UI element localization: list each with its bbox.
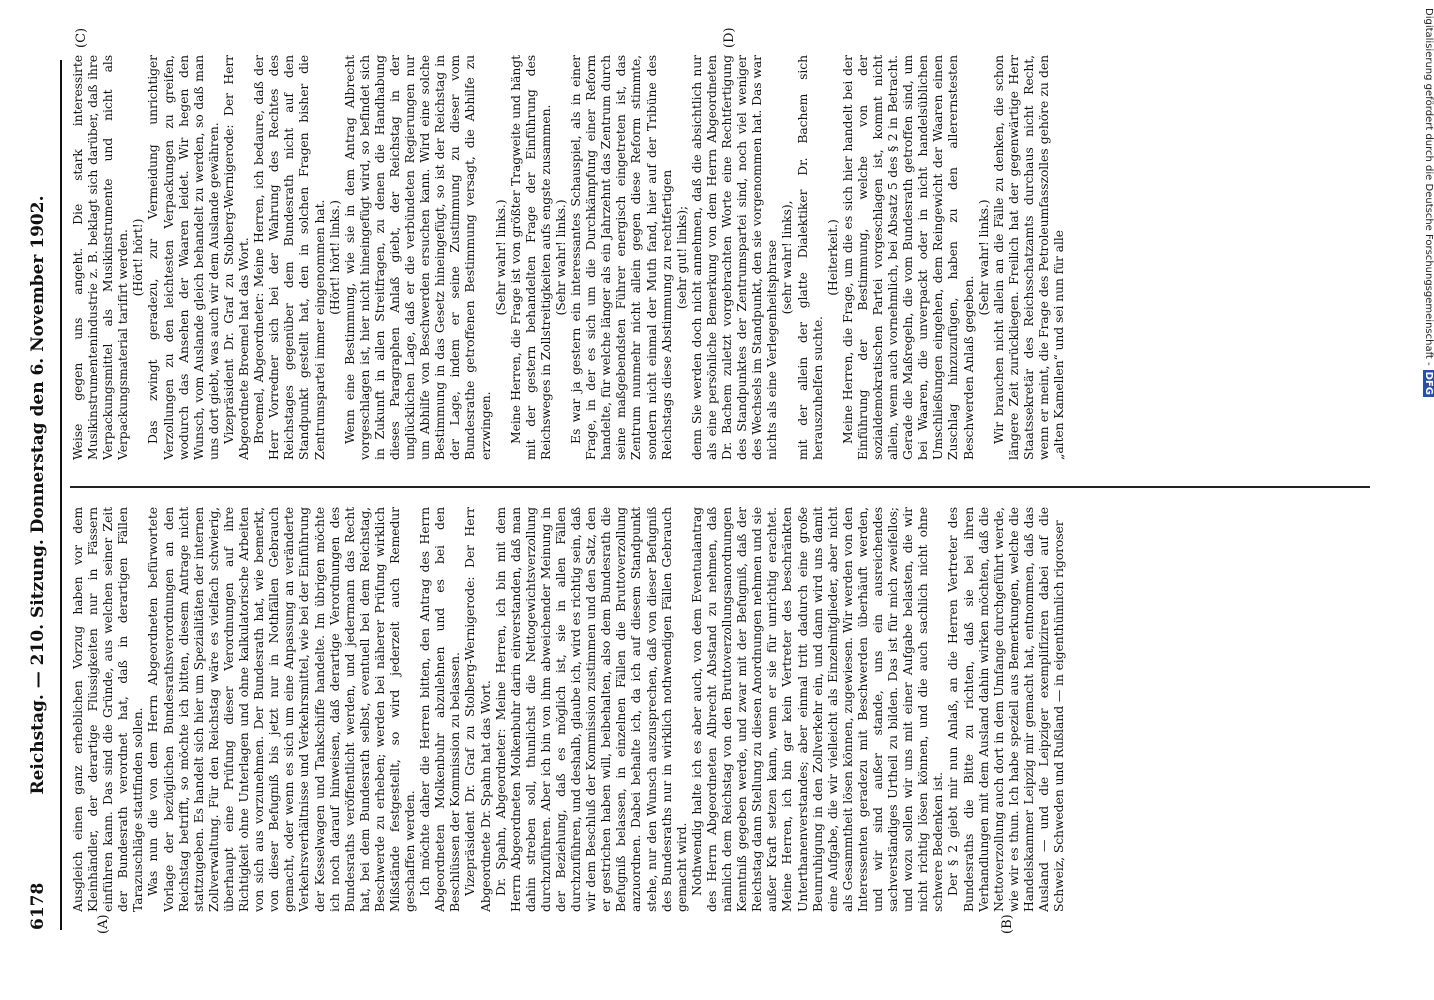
interjection: (sehr wahr! links), [779,200,795,315]
interjection: (Sehr wahr! links.) [492,199,508,316]
interjection: (Sehr wahr! links.) [553,199,568,316]
paragraph: Wir brauchen nicht allein an die Fälle zu denken, die schon längere Zeit zurückliegen. Freilich hat der gegenwärtige Herr Staatssekretär des Reichsschatzamts durchaus nicht Recht, wenn er meint, die Frage des Petroleumfasszolles gehöre zu den „alten Kamellen“ und sei nun für alle [990,55,1067,460]
paragraph: Ausgleich einen ganz erheblichen Vorzug haben vor dem Kleinhändler, der derartige Flüssigkeiten nur in Fässern einführen kann. Das sind die Gründe, aus welchen seiner Zeit der Bundesrath verordnet hat, daß in derartigen Fällen Tarazuschläge stattfinden sollen. [70,507,146,912]
paragraph: Meine Herren, die Frage ist von größter Tragweite und hängt mit der gestern behandelten Frage der Einführung des Reichsweges in Zollstreitigkeiten aufs engste zusammen. [507,55,553,460]
paragraph: mit der allein der glatte Dialektiker Dr. Bachem sich herauszuhelfen suchte. [794,55,825,460]
stamp-text: Digitalisierung gefördert durch die Deutsche Forschungsgemeinschaft - [1423,8,1434,366]
margin-marker-d: (D) [722,27,737,48]
page-running-title: Reichstag. — 210. Sitzung. Donnerstag den 6. November 1902. [28,195,48,795]
margin-marker-b: (B) [1000,914,1015,934]
left-column [70,507,1420,912]
paragraph: Vizepräsident Dr. Graf zu Stolberg-Wernigerode: Der Herr Abgeordnete Dr. Spahn hat das Wort. [462,507,493,912]
paragraph: Nothwendig halte ich es aber auch, von dem Eventualantrag des Herrn Abgeordneten Albrecht Abstand zu nehmen, daß nämlich dem Reichstag von den Bruttoverzollungsanordnungen Kenntniß gegeben werde, und zwar mit der Befugniß, daß der Reichstag dann Stellung zu diesen Anordnungen nehmen und sie außer Kraft setzen kann, wenn er sie für unrichtig erachtet. Meine Herren, ich bin gar kein Vertreter des beschränkten Unterthanenverstandes; aber einmal tritt dadurch eine große Beunruhigung in den Zollverkehr ein, und dann wird uns damit eine Aufgabe, die wir vielleicht als Einzelmitglieder, aber nicht als Gesammtheit lösen können, zugewiesen. Wir werden von den Interessenten geradezu mit Beschwerden überhäuft werden, und wir sind außer stande, uns ein ausreichendes sachverständiges Urtheil zu bilden. Das ist für mich zweifellos; und wozu sollen wir uns mit einer Aufgabe belasten, die wir nicht richtig lösen können, und die auch sachlich nicht ohne schwere Bedenken ist. [688,507,946,912]
paragraph: Das zwingt geradezu, zur Vermeidung unrichtiger Verzollungen zu den leichtesten Verpackungen zu greifen, wodurch das Ansehen der Waaren leidet. Wir hegen den Wunsch, vom Auslande gleich behandelt zu werden, so daß man uns dort giebt, was auch wir dem Auslande gewähren. [145,55,221,460]
paragraph: Broemel, Abgeordneter: Meine Herren, ich bedaure, daß der Herr Vorredner sich bei der Wahrung des Rechtes des Reichstages gegenüber dem Bundesrath nicht auf den Standpunkt gestellt hat, den in solchen Fragen bisher die Zentrumspartei immer eingenommen hat. [251,55,327,460]
margin-marker-a: (A) [96,914,111,934]
paragraph: Es war ja gestern ein interessantes Schauspiel, als in einer Frage, in der es sich um die Durchkämpfung einer Reform handelte, für welche länger als ein Jahrzehnt das Zentrum durch seine maßgebendsten Führer energisch eingetreten ist, das Zentrum nunmehr nicht allein gegen diese Reform stimmte, sondern nicht einmal der Muth fand, hier auf der Tribüne des Reichstags diese Abstimmung zu rechtfertigen [568,55,674,460]
paragraph: Meine Herren, die Frage, um die es sich hier handelt bei der Einführung der Bestimmung, welche von der sozialdemokratischen Partei vorgeschlagen ist, kommt nicht allein, wenn auch vornehmlich, bei Absatz 5 des § 2 in Betracht. Gerade die Maßregeln, die vom Bundesrath getroffen sind, um bei Waaren, die unverpackt oder in nicht handelsüblichen Umschließungen eingehen, dem Reingewicht der Waaren einen Zuschlag hinzuzufügen, haben zu den allerernstesten Beschwerden Anlaß gegeben. [839,55,976,460]
margin-marker-c: (C) [74,27,89,48]
digitization-stamp [1420,8,1434,998]
paragraph: Vizepräsident Dr. Graf zu Stolberg-Wernigerode: Der Herr Abgeordnete Broemel hat das Wort. [220,55,252,460]
dfg-logo: DFG [1423,371,1434,395]
interjection: (Hört! hört! links.) [326,200,342,315]
interjection: (Hört! hört!) [130,218,146,297]
interjection: (sehr gut! links); [673,205,689,310]
paragraph: Weise gegen uns angeht. Die stark interessirte Musikinstrumentenindustrie z. B. beklagt sich darüber, daß ihre Verpackungsmittel als Musikinstrumente und nicht als Verpackungsmaterial tarifirt werden. [70,55,131,460]
paragraph: Was nun die von dem Herrn Abgeordneten befürwortete Vorlage der bezüglichen Bundesrathsverordnungen an den Reichstag betrifft, so möchte ich bitten, diesem Antrage nicht stattzugeben. Es handelt sich hier um Spezialitäten der internen Zollverwaltung. Für den Reichstag wäre es vielfach schwierig, überhaupt eine Prüfung dieser Verordnungen auf ihre Richtigkeit ohne Unterlagen und ohne kalkulatorische Arbeiten von sich aus vorzunehmen. Der Bundesrath hat, wie bemerkt, von dieser Befugniß bis jetzt nur in Nothfällen Gebrauch gemacht, oder wenn es sich um eine Anpassung an veränderte Verkehrsverhältnisse und Verkehrsmittel, wie bei der Einführung der Kesselwagen und Tankschiffe handelte. Im übrigen möchte ich noch darauf hinweisen, daß derartige Verordnungen des Bundesraths veröffentlicht werden, und jedermann das Recht hat, bei dem Bundesrath selbst, eventuell bei dem Reichstag, Beschwerde zu erheben; werden bei näherer Prüfung wirklich Mißstände festgestellt, so wird jederzeit auch Remedur geschaffen werden. [145,507,418,912]
page-number: 6178 [28,882,48,930]
interjection: (Heiterkeit.) [824,219,840,296]
page-header [22,60,56,930]
column-divider [70,486,1370,488]
paragraph: Wenn eine Bestimmung, wie sie in dem Antrag Albrecht vorgeschlagen ist, hier nicht hineingefügt wird, so befindet sich in Zukunft in allen Streitfragen, zu denen die Handhabung dieses Paragraphen Anlaß giebt, der Reichstag in der unglücklichen Lage, daß er die verbündeten Regierungen nur um Abhilfe von Beschwerden ersuchen kann. Wird eine solche Bestimmung in das Gesetz hineingefügt, so ist der Reichstag in der Lage, indem er seine Zustimmung zu dieser vom Bundesrathe getroffenen Bestimmung versagt, die Abhilfe zu erzwingen. [341,55,493,460]
paragraph: Der § 2 giebt mir nun Anlaß, an die Herren Vertreter des Bundesraths die Bitte zu richten, daß sie bei ihren Verhandlungen mit dem Ausland dahin wirken möchten, daß die Nettoverzollung auch dort in dem Umfange durchgeführt werde, wie wir es thun. Ich habe speziell aus Bemerkungen, welche die Handelskammer Leipzig mir gemacht hat, entnommen, daß das Ausland — und die Leipziger exemplifiziren dabei auf die Schweiz, Schweden und Rußland — in eigenthümlich rigoroser [945,507,1067,912]
paragraph: Dr. Spahn, Abgeordneter: Meine Herren, ich bin mit dem Herrn Abgeordneten Molkenbuhr darin einverstanden, daß man dahin streben soll, thunlichst die Nettogewichtsverzollung durchzuführen. Aber ich bin von ihm abweichender Meinung in der Beziehung, daß es möglich ist, sie in allen Fällen durchzuführen, und deshalb, glaube ich, wird es richtig sein, daß wir dem Beschluß der Kommission zustimmen und den Satz, den er gestrichen haben will, beibehalten, also dem Bundesrath die Befugniß belassen, in einzelnen Fällen die Bruttoverzollung anzuordnen. Dabei behalte ich, da ich auf diesem Standpunkt stehe, nur den Wunsch auszusprechen, daß von dieser Befugniß des Bundesraths nur in wirklich nothwendigen Fällen Gebrauch gemacht wird. [492,507,689,912]
interjection: (Sehr wahr! links.) [975,199,991,316]
paragraph: denn Sie werden doch nicht annehmen, daß die absichtlich nur als eine persönliche Bemerkung von dem Herrn Abgeordneten Dr. Bachem zuletzt vorgebrachten Worte eine Rechtfertigung des Standpunktes der Zentrumspartei sind, noch viel weniger des Wechsels im Standpunkt, den sie vorgenommen hat. Das war nichts als eine Verlegenheitsphrase [688,55,780,460]
right-column [70,55,1420,460]
header-rule [60,60,62,930]
paragraph: Ich möchte daher die Herren bitten, den Antrag des Herrn Abgeordneten Molkenbuhr abzulehnen und es bei den Beschlüssen der Kommission zu belassen. [417,507,463,912]
